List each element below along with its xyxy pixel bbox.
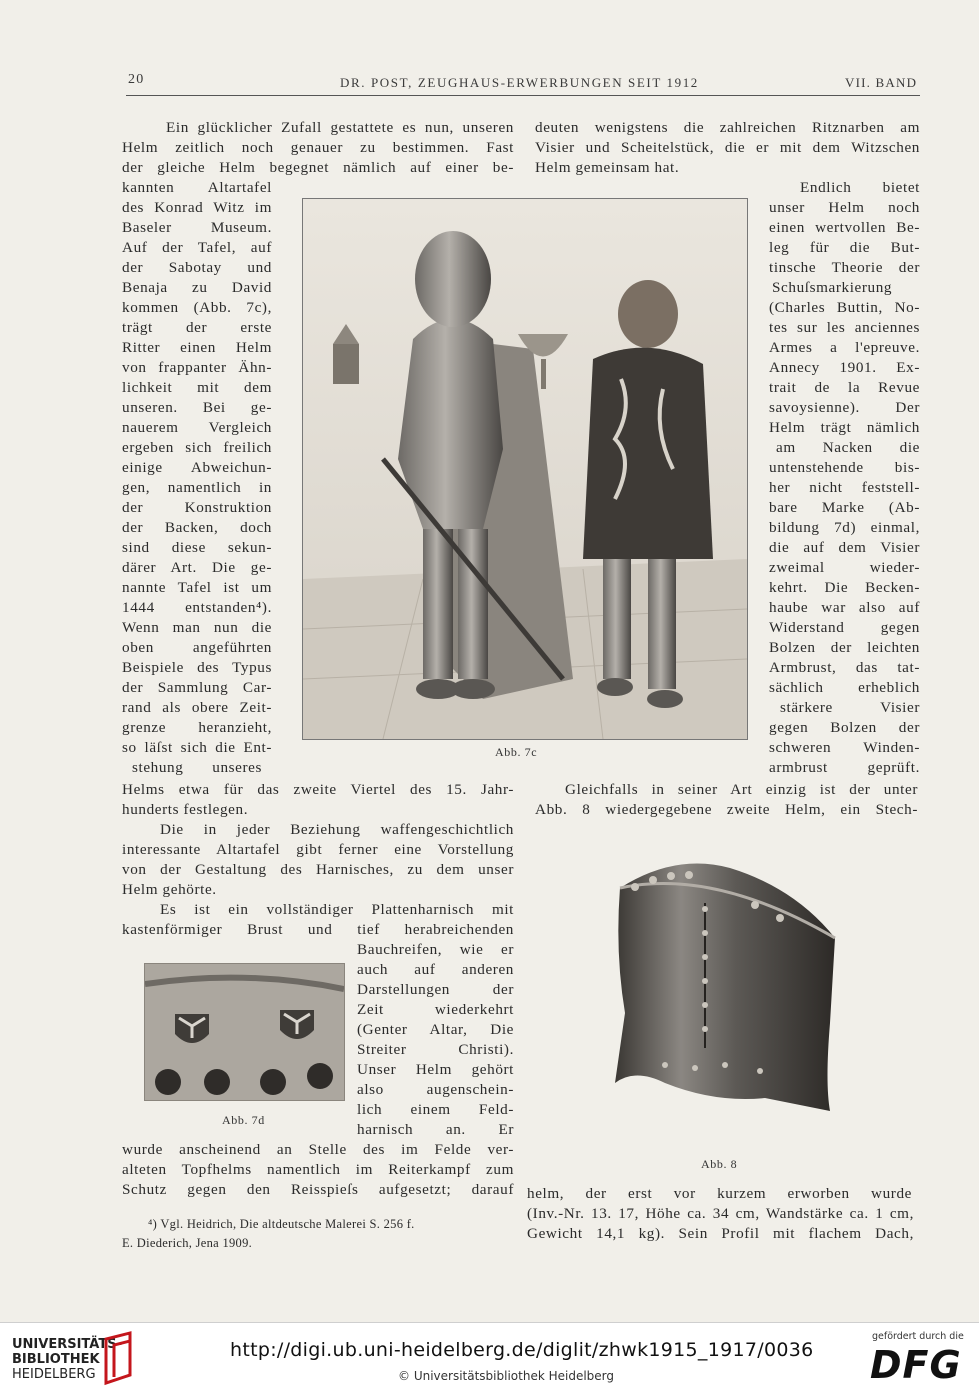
left_column-line: nauerem Vergleich <box>122 419 272 436</box>
right_column-line: (Charles Buttin, No- <box>769 299 920 316</box>
left_column-line: Zeit wiederkehrt <box>357 1001 514 1018</box>
left_column-line: von der Gestaltung des Harnisches, zu dem unser <box>122 861 514 878</box>
right_column-line: Gleichfalls in seiner Art einzig ist der unter <box>565 781 918 798</box>
right_column-line: stärkere Visier <box>780 699 920 716</box>
left_column-line: Baseler Museum. <box>122 219 272 236</box>
footnote-line-2: E. Diederich, Jena 1909. <box>122 1236 253 1250</box>
right_column-line: am Nacken die <box>776 439 920 456</box>
left_column-line: nannte Tafel ist um <box>122 579 272 596</box>
dfg-logo: DFG <box>870 1343 962 1387</box>
left_column-line: Darstellungen der <box>357 981 514 998</box>
left_column-line: kommen (Abb. 7c), <box>122 299 272 316</box>
knights-painting-image <box>303 199 747 739</box>
left_column-line: (Genter Altar, Die <box>357 1021 514 1038</box>
left_column-line: alteten Topfhelms namentlich im Reiterkampf zum <box>122 1161 514 1178</box>
left_column-line: kastenförmiger Brust und tief herabreichenden <box>122 921 514 938</box>
right_column-line: haube war also auf <box>769 599 920 616</box>
right_column-line: her nicht feststell- <box>769 479 920 496</box>
library-logo-icon <box>100 1331 138 1386</box>
right_column-line: einen wertvollen Be- <box>769 219 920 236</box>
left_column-line: Beispiele des Typus <box>122 659 272 676</box>
right_column-line: Gewicht 14,1 kg). Sein Profil mit flachem Dach, <box>527 1225 914 1242</box>
copyright-text: © Universitätsbibliothek Heidelberg <box>398 1369 615 1383</box>
right_column-line: tinsche Theorie der <box>769 259 920 276</box>
right_column-line: bare Marke (Ab- <box>769 499 920 516</box>
right_column-line: Helm gemeinsam hat. <box>535 159 680 176</box>
volume-label: VII. BAND <box>845 75 918 90</box>
digital-url-link[interactable]: http://digi.ub.uni-heidelberg.de/diglit/zhwk1915_1917/0036 <box>230 1339 814 1361</box>
right_column-line: die auf dem Visier <box>769 539 920 556</box>
right_column-line: savoysienne). Der <box>769 399 920 416</box>
left_column-line: stehung unseres <box>132 759 262 776</box>
left_column-line: der Sabotay und <box>122 259 272 276</box>
left_column-line: interessante Altartafel gibt ferner eine Vorstellung <box>122 841 514 858</box>
left_column-line: trägt der erste <box>122 319 272 336</box>
right_column-line: deuten wenigstens die zahlreichen Ritznarben am <box>535 119 920 136</box>
left_column-line: Ein glücklicher Zufall gestattete es nun, unseren <box>166 119 514 136</box>
right_column-line: schweren Winden- <box>769 739 920 756</box>
right_column-line: bildung 7d) einmal, <box>769 519 920 536</box>
left_column-line: einige Abweichun- <box>122 459 272 476</box>
left_column-line: lichkeit mit dem <box>122 379 272 396</box>
left_column-line: Bauchreifen, wie er <box>357 941 514 958</box>
left_column-line: lich einem Feld- <box>357 1101 514 1118</box>
footnote-line-1: ⁴) Vgl. Heidrich, Die altdeutsche Malerei S. 256 f. <box>148 1217 415 1231</box>
left_column-line: der Backen, doch <box>122 519 272 536</box>
left_column-line: von frappanter Ähn- <box>122 359 272 376</box>
library-name-line-3: HEIDELBERG <box>12 1367 96 1382</box>
left_column-line: gen, namentlich in <box>122 479 272 496</box>
figure-8-stechhelm-image <box>605 843 845 1118</box>
funded-by-label: gefördert durch die <box>872 1331 964 1342</box>
right_column-line: kehrt. Die Becken- <box>769 579 920 596</box>
right_column-line: Bolzen der leichten <box>769 639 920 656</box>
right_column-line: tes sur les anciennes <box>769 319 920 336</box>
figure-7c-altar-panel <box>302 198 748 740</box>
right_column-line: trait de la Revue <box>769 379 920 396</box>
right_column-line: sächlich erheblich <box>769 679 920 696</box>
left_column-line: Helm zeitlich noch genauer zu bestimmen. Fast <box>122 139 514 156</box>
left_column-line: Helm gehörte. <box>122 881 217 898</box>
right_column-line: Armes a l'epreuve. <box>769 339 920 356</box>
left_column-line: wurde anscheinend an Stelle des im Felde ver- <box>122 1141 514 1158</box>
helmet-mark-image <box>145 964 344 1100</box>
left_column-line: der Sammlung Car- <box>122 679 272 696</box>
left_column-line: der Konstruktion <box>122 499 272 516</box>
right_column-line: Visier und Scheitelstück, die er mit dem Witzschen <box>535 139 920 156</box>
right_column-line: untenstehende bis- <box>769 459 920 476</box>
left_column-line: Auf der Tafel, auf <box>122 239 272 256</box>
right_column-line: Armbrust, das tat- <box>769 659 920 676</box>
caption-fig-8: Abb. 8 <box>701 1157 738 1171</box>
left_column-line: auch auf anderen <box>357 961 514 978</box>
left_column-line: Die in jeder Beziehung waffengeschichtlich <box>160 821 514 838</box>
right_column-line: helm, der erst vor kurzem erworben wurde <box>527 1185 912 1202</box>
library-footer <box>0 1322 979 1394</box>
right_column-line: (Inv.-Nr. 13. 17, Höhe ca. 34 cm, Wandstärke ca. 1 cm, <box>527 1205 914 1222</box>
right_column-line: Schuſsmarkierung <box>772 279 893 296</box>
right_column-line: Widerstand gegen <box>769 619 920 636</box>
left_column-line: Benaja zu David <box>122 279 272 296</box>
left_column-line: rand als obere Zeit- <box>122 699 272 716</box>
left_column-line: därer Art. Die ge- <box>122 559 272 576</box>
left_column-line: kannten Altartafel <box>122 179 272 196</box>
left_column-line: Streiter Christi). <box>357 1041 514 1058</box>
header-rule <box>126 95 920 96</box>
left_column-line: harnisch an. Er <box>357 1121 514 1138</box>
right_column-line: Abb. 8 wiedergegebene zweite Helm, ein Stech- <box>535 801 918 818</box>
left_column-line: 1444 entstanden⁴). <box>122 599 272 616</box>
right_column-line: leg für die But- <box>769 239 920 256</box>
left_column-line: ergeben sich freilich <box>122 439 272 456</box>
right_column-line: Helm trägt nämlich <box>769 419 920 436</box>
caption-fig-7d: Abb. 7d <box>222 1113 265 1127</box>
left_column-line: Schutz gegen den Reisspieſs aufgesetzt; darauf <box>122 1181 514 1198</box>
caption-fig-7c: Abb. 7c <box>495 745 538 759</box>
right_column-line: Endlich bietet <box>800 179 920 196</box>
left_column-line: der gleiche Helm begegnet nämlich auf einer be- <box>122 159 514 176</box>
left_column-line: Wenn man nun die <box>122 619 272 636</box>
left_column-line: Helms etwa für das zweite Viertel des 15. Jahr- <box>122 781 514 798</box>
left_column-line: oben angeführten <box>122 639 272 656</box>
library-name-line-1: UNIVERSITÄTS- <box>12 1337 122 1352</box>
left_column-line: hunderts festlegen. <box>122 801 249 818</box>
left_column-line: so läſst sich die Ent- <box>122 739 272 756</box>
figure-7d-mark <box>144 963 345 1101</box>
left_column-line: sind diese sekun- <box>122 539 272 556</box>
left_column-line: grenze heranzieht, <box>122 719 272 736</box>
running-title: DR. POST, ZEUGHAUS-ERWERBUNGEN SEIT 1912 <box>340 75 699 90</box>
page-number: 20 <box>128 72 145 87</box>
left_column-line: Es ist ein vollständiger Plattenharnisch mit <box>160 901 514 918</box>
right_column-line: armbrust geprüft. <box>769 759 920 776</box>
right_column-line: zweimal wieder- <box>769 559 920 576</box>
left_column-line: Ritter einen Helm <box>122 339 272 356</box>
left_column-line: Unser Helm gehört <box>357 1061 514 1078</box>
left_column-line: des Konrad Witz im <box>122 199 272 216</box>
right_column-line: gegen Bolzen der <box>769 719 920 736</box>
left_column-line: unseren. Bei ge- <box>122 399 272 416</box>
library-name-line-2: BIBLIOTHEK <box>12 1352 100 1367</box>
right_column-line: Annecy 1901. Ex- <box>769 359 920 376</box>
right_column-line: unser Helm noch <box>769 199 920 216</box>
left_column-line: also augenschein- <box>357 1081 514 1098</box>
